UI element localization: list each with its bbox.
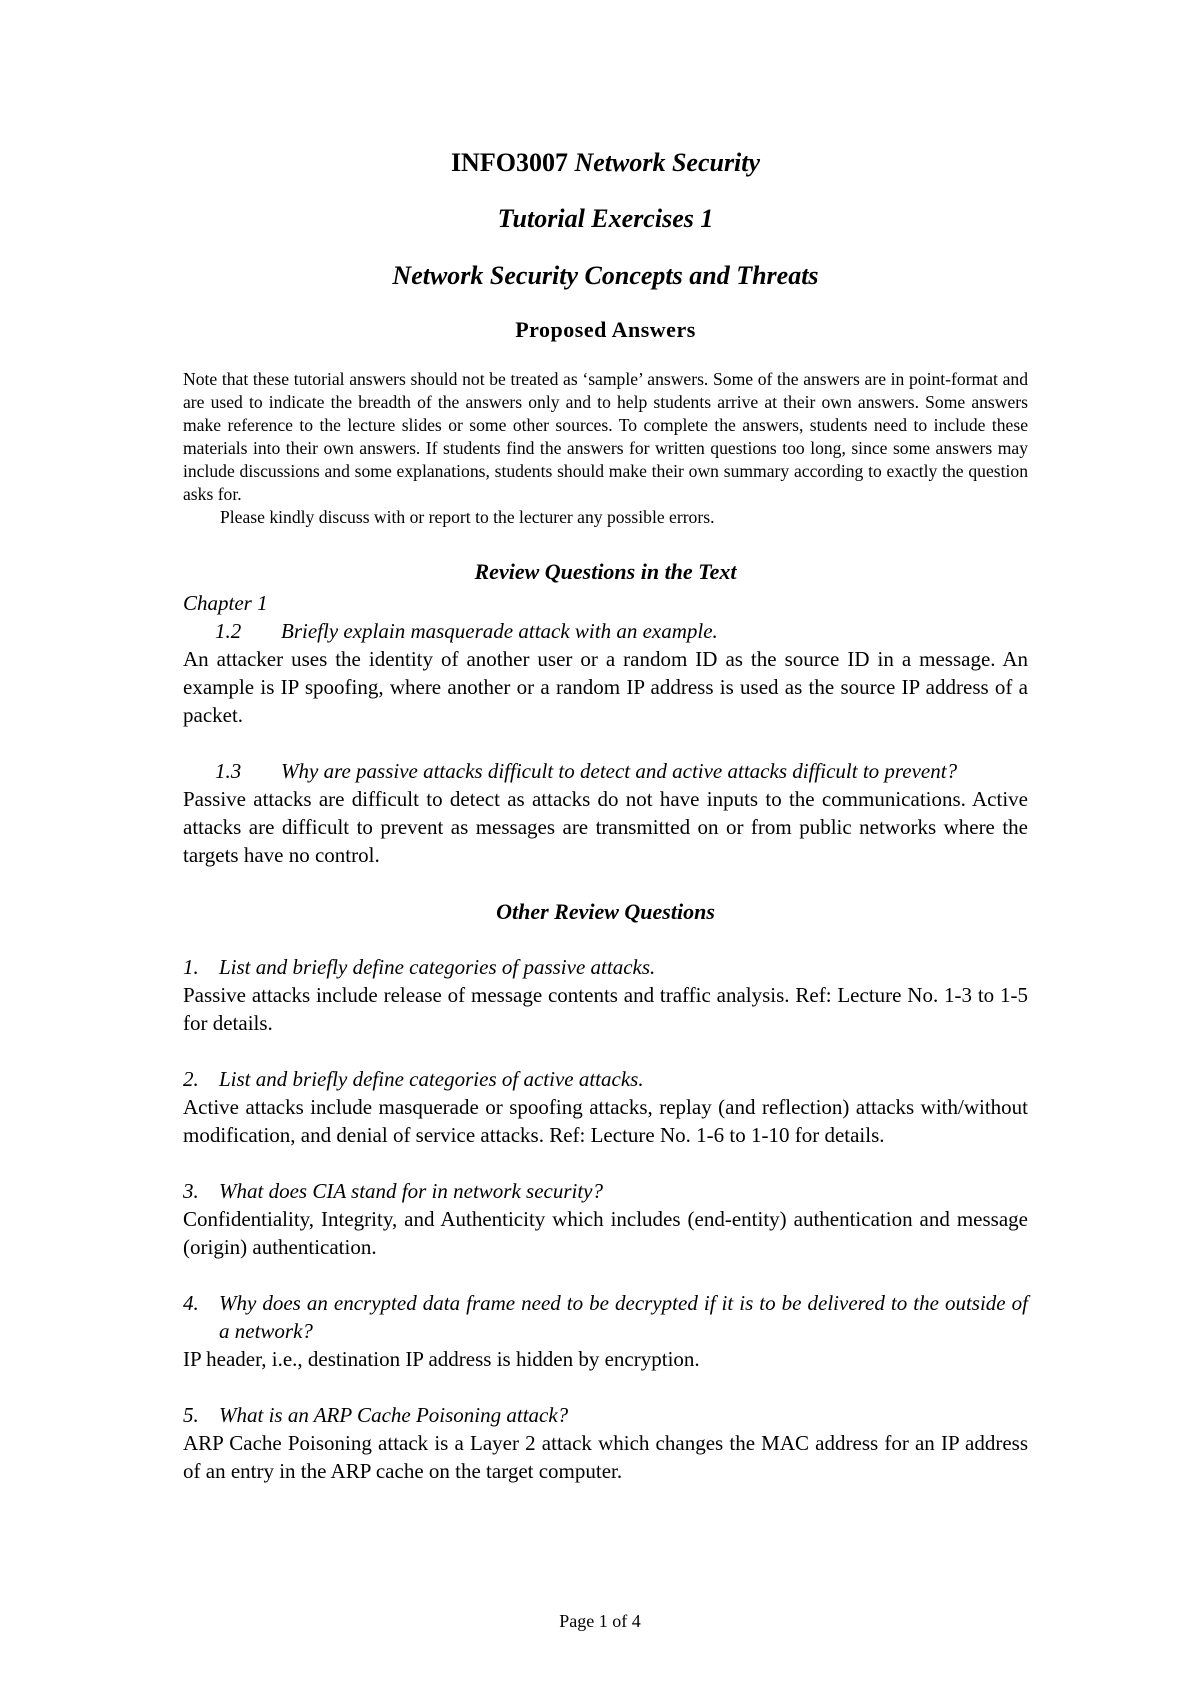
question-line bbox=[183, 1065, 1028, 1093]
question-line bbox=[183, 1289, 1028, 1345]
answer-text: Passive attacks are difficult to detect as attacks do not have inputs to the communications. Active attacks are difficult to prevent as messages are transmitted on or from public networks where the targets have no control. bbox=[183, 787, 1028, 867]
answer-text: Active attacks include masquerade or spoofing attacks, replay (and reflection) attacks with/without modification, and denial of service attacks. Ref: Lecture No. 1-6 to 1-10 for details. bbox=[183, 1095, 1028, 1147]
question-text: Why are passive attacks difficult to detect and active attacks difficult to prevent? bbox=[281, 759, 958, 783]
answer-text: IP header, i.e., destination IP address is hidden by encryption. bbox=[183, 1347, 700, 1371]
spacer bbox=[183, 925, 1028, 953]
review-question-1-2 bbox=[183, 617, 1028, 729]
spacer bbox=[183, 1149, 1028, 1177]
answer-text: An attacker uses the identity of another user or a random ID as the source ID in a message. An example is IP spoofing, where another or a random IP address is used as the source IP address of a packet. bbox=[183, 647, 1028, 727]
spacer bbox=[183, 1373, 1028, 1401]
other-section-heading: Other Review Questions bbox=[496, 899, 715, 924]
page-number: Page 1 of 4 bbox=[559, 1611, 641, 1631]
question-text: List and briefly define categories of passive attacks. bbox=[219, 955, 656, 979]
question-line bbox=[183, 617, 1028, 645]
course-code: INFO3007 bbox=[450, 148, 568, 177]
question-line bbox=[183, 757, 1028, 785]
question-number: 1.3 bbox=[215, 759, 242, 783]
other-question-2 bbox=[183, 1065, 1028, 1149]
spacer bbox=[183, 1037, 1028, 1065]
spacer bbox=[183, 729, 1028, 757]
question-line bbox=[183, 1401, 1028, 1429]
other-question-1 bbox=[183, 953, 1028, 1037]
tutorial-topic: Network Security Concepts and Threats bbox=[392, 261, 819, 290]
answer-text: Confidentiality, Integrity, and Authenticity which includes (end-entity) authentication and message (origin) authentication. bbox=[183, 1207, 1028, 1259]
answer-text: ARP Cache Poisoning attack is a Layer 2 attack which changes the MAC address for an IP address of an entry in the ARP cache on the target computer. bbox=[183, 1431, 1028, 1483]
other-question-5 bbox=[183, 1401, 1028, 1485]
question-number: 2. bbox=[183, 1067, 199, 1091]
note-paragraph: Note that these tutorial answers should not be treated as ‘sample’ answers. Some of the answers are in point-format and are used to indicate the breadth of the answers only and to help students arrive at their own answers. Some answers make reference to the lecture slides or some other sources. To complete the answers, students need to include these materials into their own answers. If students find the answers for written questions too long, since some answers may include discussions and some explanations, students should make their own summary according to exactly the question asks for. bbox=[183, 369, 1028, 504]
question-text: Briefly explain masquerade attack with an example. bbox=[281, 619, 718, 643]
question-line bbox=[183, 1177, 1028, 1205]
other-question-3 bbox=[183, 1177, 1028, 1261]
other-question-4 bbox=[183, 1289, 1028, 1373]
review-section-heading: Review Questions in the Text bbox=[474, 559, 737, 584]
question-number: 3. bbox=[183, 1179, 199, 1203]
review-question-1-3 bbox=[183, 757, 1028, 869]
question-text: Why does an encrypted data frame need to be decrypted if it is to be delivered to the outside of a network? bbox=[219, 1291, 1028, 1343]
question-line bbox=[183, 953, 1028, 981]
question-text: What does CIA stand for in network security? bbox=[219, 1179, 603, 1203]
question-text: What is an ARP Cache Poisoning attack? bbox=[219, 1403, 569, 1427]
question-text: List and briefly define categories of active attacks. bbox=[219, 1067, 644, 1091]
course-name: Network Security bbox=[574, 148, 761, 177]
spacer bbox=[183, 1261, 1028, 1289]
chapter-label: Chapter 1 bbox=[183, 591, 268, 615]
answer-text: Passive attacks include release of message contents and traffic analysis. Ref: Lecture No. 1-3 to 1-5 for details. bbox=[183, 983, 1028, 1035]
course-title bbox=[183, 148, 1028, 178]
question-number: 1.2 bbox=[215, 619, 242, 643]
question-number: 1. bbox=[183, 955, 199, 979]
question-number: 5. bbox=[183, 1403, 199, 1427]
question-number: 4. bbox=[183, 1291, 199, 1315]
tutorial-subtitle: Tutorial Exercises 1 bbox=[497, 204, 714, 233]
document-body bbox=[183, 148, 1028, 1485]
note-request: Please kindly discuss with or report to the lecturer any possible errors. bbox=[220, 507, 715, 527]
answers-label: Proposed Answers bbox=[515, 317, 696, 342]
